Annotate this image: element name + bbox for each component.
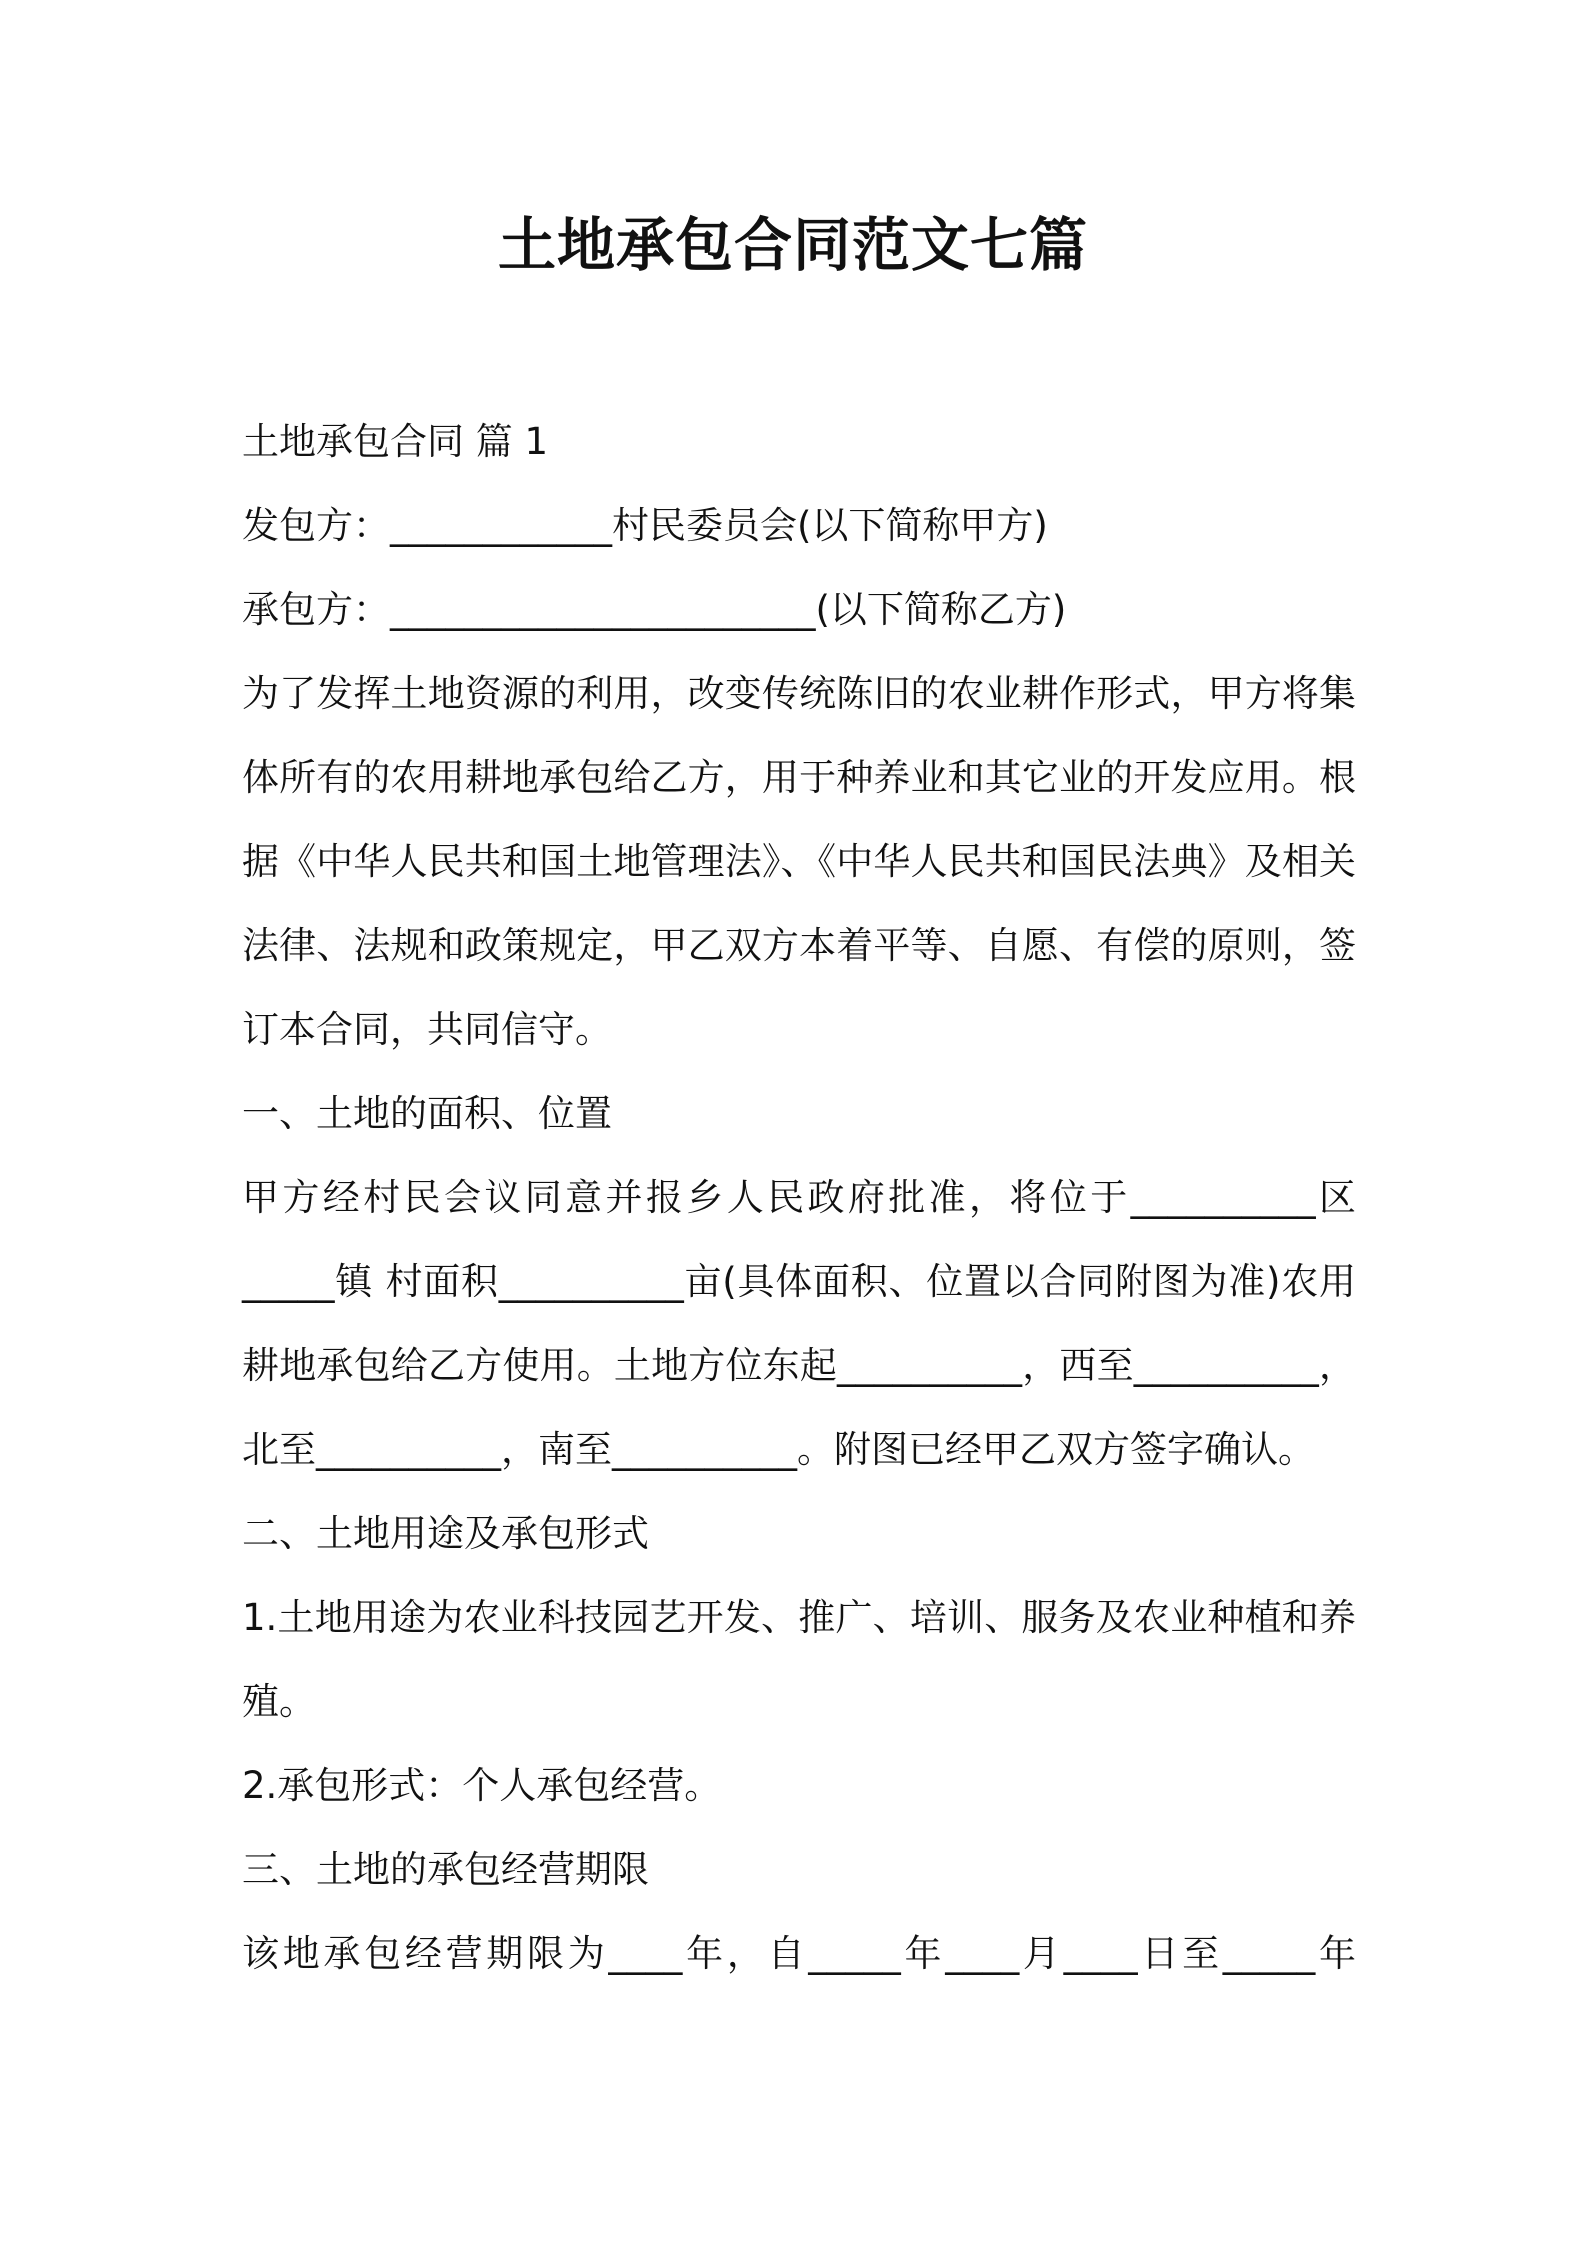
paragraph-line: 该地承包经营期限为____年，自_____年____月____日至_____年 <box>242 1932 1356 1975</box>
section-heading-part-1: 土地承包合同 篇 1 <box>242 420 549 463</box>
paragraph-line: 据《中华人民共和国土地管理法》、《中华人民共和国民法典》及相关 <box>242 840 1356 883</box>
paragraph-line: 甲方经村民会议同意并报乡人民政府批准，将位于__________区 <box>242 1176 1356 1219</box>
section-heading: 二、土地用途及承包形式 <box>242 1512 649 1555</box>
paragraph-line: 为了发挥土地资源的利用，改变传统陈旧的农业耕作形式，甲方将集 <box>242 672 1356 715</box>
section-heading: 三、土地的承包经营期限 <box>242 1848 649 1891</box>
paragraph-line: 耕地承包给乙方使用。土地方位东起__________，西至__________， <box>242 1344 1356 1387</box>
section-heading: 一、土地的面积、位置 <box>242 1092 612 1135</box>
paragraph-line: 2.承包形式：个人承包经营。 <box>242 1764 722 1807</box>
paragraph-line: _____镇 村面积__________亩(具体面积、位置以合同附图为准)农用 <box>242 1260 1356 1303</box>
party-a-line: 发包方：____________村民委员会(以下简称甲方) <box>242 504 1048 547</box>
document-title: 土地承包合同范文七篇 <box>497 211 1088 279</box>
paragraph-line: 殖。 <box>242 1680 316 1723</box>
document-body <box>242 400 1356 1996</box>
paragraph-line: 1.土地用途为农业科技园艺开发、推广、培训、服务及农业种植和养 <box>242 1596 1356 1639</box>
paragraph-line: 北至__________，南至__________。附图已经甲乙双方签字确认。 <box>242 1428 1315 1471</box>
party-b-line: 承包方：_______________________(以下简称乙方) <box>242 588 1067 631</box>
paragraph-line: 订本合同，共同信守。 <box>242 1008 612 1051</box>
paragraph-line: 法律、法规和政策规定，甲乙双方本着平等、自愿、有偿的原则，签 <box>242 924 1356 967</box>
paragraph-line: 体所有的农用耕地承包给乙方，用于种养业和其它业的开发应用。根 <box>242 756 1356 799</box>
